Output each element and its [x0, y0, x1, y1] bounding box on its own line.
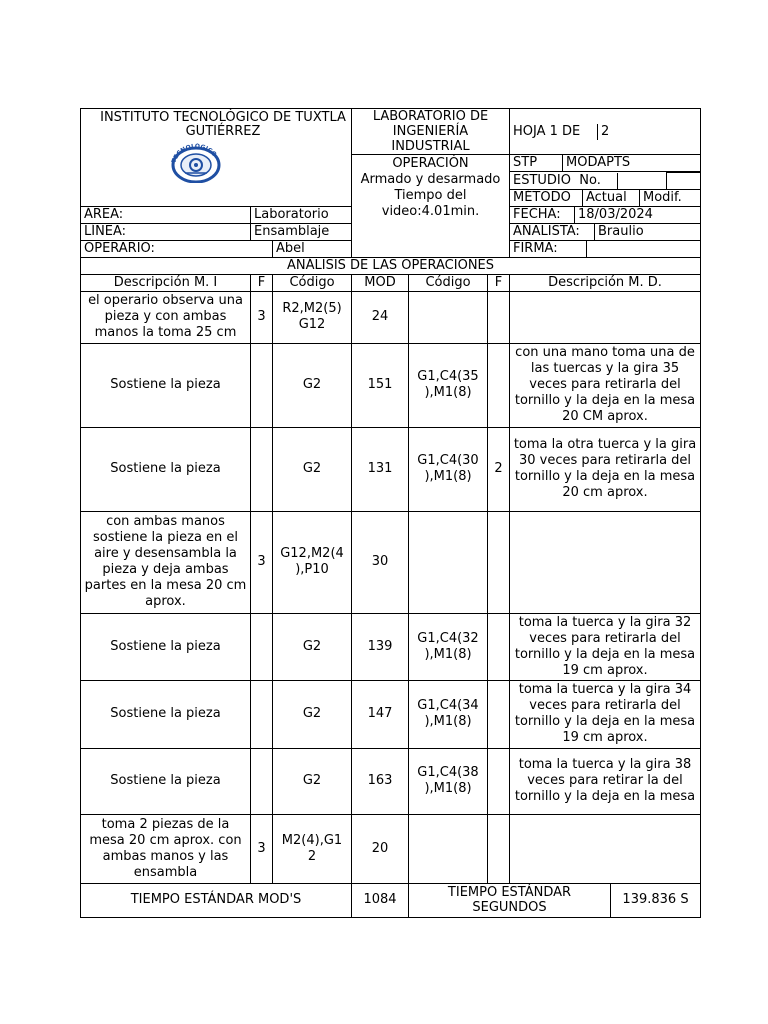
total-seconds-label: TIEMPO ESTÁNDAR SEGUNDOS — [409, 883, 611, 917]
metodo-modif: Modif. — [643, 189, 682, 205]
desc-right — [510, 814, 701, 883]
code-left: M2(4),G1 2 — [273, 814, 352, 883]
freq-right — [488, 343, 510, 427]
freq-left: 3 — [251, 814, 273, 883]
desc-left: Sostiene la pieza — [81, 427, 251, 511]
hoja-total: 2 — [601, 123, 610, 139]
freq-right — [488, 291, 510, 343]
mod-value: 163 — [352, 748, 409, 814]
table-row — [81, 748, 701, 814]
firma-label: FIRMA: — [510, 241, 587, 257]
freq-left — [251, 748, 273, 814]
desc-left: Sostiene la pieza — [81, 343, 251, 427]
estudio-blank — [667, 173, 701, 189]
metodo-row — [510, 189, 701, 206]
total-mod-label: TIEMPO ESTÁNDAR MOD'S — [81, 883, 352, 917]
stp-row — [510, 155, 701, 172]
desc-right: toma la tuerca y la gira 32 veces para retirarla del tornillo y la deja en la mesa 19 cm aprox. — [510, 613, 701, 680]
mod-value: 20 — [352, 814, 409, 883]
desc-right: con una mano toma una de las tuercas y la gira 35 veces para retirarla del tornillo y la deja en la mesa 20 CM aprox. — [510, 343, 701, 427]
code-left: G2 — [273, 427, 352, 511]
table-row — [81, 511, 701, 613]
code-right: G1,C4(35 ),M1(8) — [409, 343, 488, 427]
institute-cell — [81, 109, 352, 207]
mod-value: 24 — [352, 291, 409, 343]
freq-right: 2 — [488, 427, 510, 511]
freq-right — [488, 613, 510, 680]
analista-label: ANALISTA: — [510, 224, 595, 240]
total-seconds-value: 139.836 S — [611, 883, 701, 917]
column-header: F — [251, 274, 273, 291]
code-left: G2 — [273, 748, 352, 814]
code-left: G2 — [273, 343, 352, 427]
desc-left: Sostiene la pieza — [81, 613, 251, 680]
stp-label: STP — [510, 155, 563, 171]
system-name: MODAPTS — [566, 155, 631, 170]
freq-right — [488, 748, 510, 814]
desc-left: el operario observa una pieza y con ambas manos la toma 25 cm — [81, 291, 251, 343]
fecha-value: 18/03/2024 — [578, 206, 653, 222]
column-header: F — [488, 274, 510, 291]
desc-right — [510, 511, 701, 613]
column-header: Código — [409, 274, 488, 291]
institute-logo-icon — [167, 143, 225, 183]
operation-cell — [352, 155, 510, 258]
hoja-cell — [510, 109, 701, 155]
linea-value: Ensamblaje — [251, 223, 352, 240]
desc-left: con ambas manos sostiene la pieza en el aire y desensambla la pieza y deja ambas partes en la mesa 20 cm aprox. — [81, 511, 251, 613]
firma-row — [510, 240, 701, 257]
lab-name: LABORATORIO DE INGENIERÍA INDUSTRIAL — [352, 109, 510, 155]
mod-value: 131 — [352, 427, 409, 511]
column-header: Descripción M. I — [81, 274, 251, 291]
code-left: G2 — [273, 680, 352, 748]
table-row — [81, 291, 701, 343]
table-row — [81, 613, 701, 680]
code-right: G1,C4(32 ),M1(8) — [409, 613, 488, 680]
desc-right: toma la tuerca y la gira 38 veces para retirar la del tornillo y la deja en la mesa — [510, 748, 701, 814]
linea-label: LÍNEA: — [81, 223, 251, 240]
fecha-label: FECHA: — [510, 207, 575, 223]
freq-right — [488, 814, 510, 883]
freq-left: 3 — [251, 291, 273, 343]
desc-right — [510, 291, 701, 343]
operation-name: Armado y desarmado — [360, 172, 501, 187]
hoja-label: HOJA 1 DE — [510, 124, 598, 140]
code-right — [409, 511, 488, 613]
code-left: R2,M2(5) G12 — [273, 291, 352, 343]
operario-label: OPERARIO: — [81, 240, 273, 257]
modapts-analysis-sheet — [80, 108, 701, 918]
area-value: Laboratorio — [251, 206, 352, 223]
analista-row — [510, 223, 701, 240]
freq-right — [488, 680, 510, 748]
code-left: G12,M2(4 ),P10 — [273, 511, 352, 613]
metodo-label: MÉTODO — [510, 190, 583, 206]
fecha-row — [510, 206, 701, 223]
freq-left — [251, 680, 273, 748]
analista-value: Braulio — [598, 223, 644, 239]
estudio-label: ESTUDIO No. — [510, 173, 618, 189]
code-right — [409, 291, 488, 343]
mod-value: 30 — [352, 511, 409, 613]
column-header: Código — [273, 274, 352, 291]
estudio-value — [618, 173, 667, 189]
table-row — [81, 814, 701, 883]
freq-right — [488, 511, 510, 613]
operation-label: OPERACIÓN — [392, 156, 469, 171]
analysis-title: ANÁLISIS DE LAS OPERACIONES — [81, 257, 701, 274]
totals-row — [81, 883, 701, 917]
area-label: ÁREA: — [81, 206, 251, 223]
freq-left — [251, 343, 273, 427]
logo-text: TECNOLÓGICO — [170, 143, 218, 164]
mod-value: 147 — [352, 680, 409, 748]
video-time: Tiempo del video:4.01min. — [381, 188, 480, 219]
freq-left — [251, 427, 273, 511]
estudio-row — [510, 172, 701, 190]
desc-right: toma la tuerca y la gira 34 veces para retirarla del tornillo y la deja en la mesa 19 cm aprox. — [510, 680, 701, 748]
desc-left: Sostiene la pieza — [81, 748, 251, 814]
table-row — [81, 427, 701, 511]
code-right: G1,C4(34 ),M1(8) — [409, 680, 488, 748]
table-row — [81, 343, 701, 427]
desc-right: toma la otra tuerca y la gira 30 veces para retirarla del tornillo y la deja en la mesa 20 cm aprox. — [510, 427, 701, 511]
metodo-actual: Actual — [583, 190, 640, 206]
mod-value: 139 — [352, 613, 409, 680]
column-header: MOD — [352, 274, 409, 291]
freq-left — [251, 613, 273, 680]
code-right: G1,C4(38 ),M1(8) — [409, 748, 488, 814]
table-row — [81, 680, 701, 748]
code-right — [409, 814, 488, 883]
mod-value: 151 — [352, 343, 409, 427]
freq-left: 3 — [251, 511, 273, 613]
institute-name: INSTITUTO TECNOLÓGICO DE TUXTLA GUTIÉRREZ — [100, 110, 346, 139]
operario-value: Abel — [273, 240, 352, 257]
firma-value — [587, 241, 701, 257]
column-header: Descripción M. D. — [510, 274, 701, 291]
code-right: G1,C4(30 ),M1(8) — [409, 427, 488, 511]
total-mod-value: 1084 — [352, 883, 409, 917]
code-left: G2 — [273, 613, 352, 680]
desc-left: Sostiene la pieza — [81, 680, 251, 748]
desc-left: toma 2 piezas de la mesa 20 cm aprox. con ambas manos y las ensambla — [81, 814, 251, 883]
